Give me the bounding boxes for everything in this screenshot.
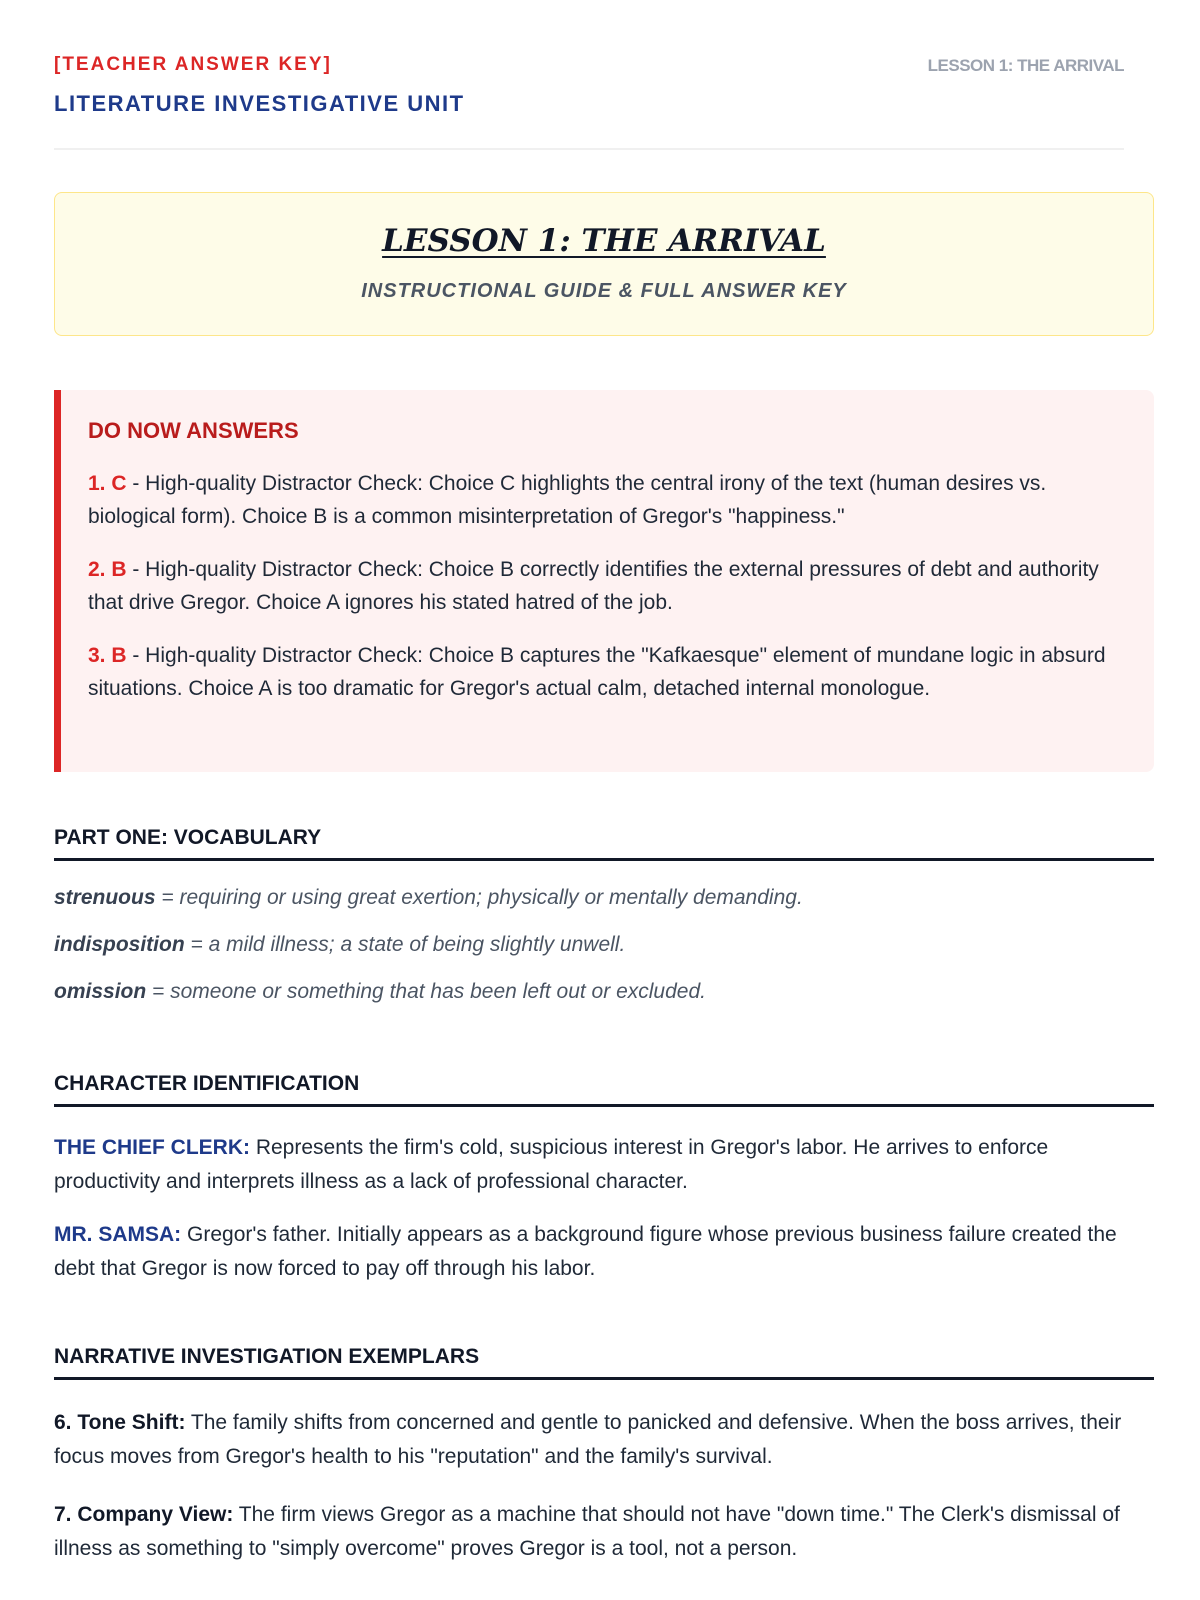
character-entry xyxy=(54,1131,1154,1199)
character-description: Represents the firm's cold, suspicious interest in Gregor's labor. He arrives to enforce productivity and interprets illness as a lack of professional character. xyxy=(54,1136,1049,1193)
narrative-exemplar xyxy=(54,1498,1154,1566)
lesson-title-box xyxy=(54,192,1154,336)
vocabulary-term: omission xyxy=(54,980,147,1003)
do-now-answer: 3. B xyxy=(88,644,127,667)
character-entry xyxy=(54,1218,1154,1286)
do-now-item xyxy=(88,553,1122,619)
vocabulary-list xyxy=(54,883,1154,1007)
character-identification-title: CHARACTER IDENTIFICATION xyxy=(54,1072,1154,1107)
character-name: MR. SAMSA: xyxy=(54,1223,182,1246)
do-now-item xyxy=(88,467,1122,533)
narrative-investigation-section xyxy=(54,1345,1154,1566)
vocabulary-definition: = someone or something that has been left out or excluded. xyxy=(146,980,706,1003)
do-now-explanation: - High-quality Distractor Check: Choice B captures the "Kafkaesque" element of mundane logic in absurd situations. Choice A is too dramatic for Gregor's actual calm, detached internal monologue. xyxy=(88,644,1106,700)
lesson-subtitle: INSTRUCTIONAL GUIDE & FULL ANSWER KEY xyxy=(361,280,847,302)
do-now-answer: 1. C xyxy=(88,472,127,495)
vocabulary-definition: = requiring or using great exertion; physically or mentally demanding. xyxy=(155,886,803,909)
exemplar-text: The firm views Gregor as a machine that should not have "down time." The Clerk's dismissal of illness as something to "simply overcome" proves Gregor is a tool, not a person. xyxy=(54,1503,1120,1560)
lesson-title-text: LESSON 1: THE ARRIVAL xyxy=(382,223,826,259)
vocabulary-item xyxy=(54,930,1154,960)
do-now-item xyxy=(88,639,1122,705)
exemplar-text: The family shifts from concerned and gentle to panicked and defensive. When the boss arrives, their focus moves from Gregor's health to his "reputation" and the family's survival. xyxy=(54,1411,1122,1468)
vocabulary-term: strenuous xyxy=(54,886,156,909)
character-name: THE CHIEF CLERK: xyxy=(54,1136,250,1159)
lesson-title xyxy=(55,223,1153,259)
vocabulary-item xyxy=(54,977,1154,1007)
do-now-title: DO NOW ANSWERS xyxy=(88,418,299,443)
do-now-answer: 2. B xyxy=(88,558,127,581)
vocabulary-title: PART ONE: VOCABULARY xyxy=(54,826,1154,861)
character-identification-section xyxy=(54,1072,1154,1286)
teacher-answer-key-tag: [TEACHER ANSWER KEY] xyxy=(54,54,332,75)
vocabulary-section xyxy=(54,826,1154,1024)
character-description: Gregor's father. Initially appears as a background figure whose previous business failure created the debt that Gregor is now forced to pay off through his labor. xyxy=(54,1223,1117,1280)
vocabulary-definition: = a mild illness; a state of being slightly unwell. xyxy=(184,933,626,956)
exemplar-label: 6. Tone Shift: xyxy=(54,1411,186,1434)
page-header xyxy=(54,0,1124,150)
do-now-explanation: - High-quality Distractor Check: Choice C highlights the central irony of the text (human desires vs. biological form). Choice B is a common misinterpretation of Gregor's "happiness." xyxy=(88,472,1047,528)
vocabulary-item xyxy=(54,883,1154,913)
lesson-reference: LESSON 1: THE ARRIVAL xyxy=(927,56,1124,75)
do-now-explanation: - High-quality Distractor Check: Choice B correctly identifies the external pressures of debt and authority that drive Gregor. Choice A ignores his stated hatred of the job. xyxy=(88,558,1099,614)
narrative-exemplar xyxy=(54,1406,1154,1474)
narrative-investigation-title: NARRATIVE INVESTIGATION EXEMPLARS xyxy=(54,1345,1154,1380)
exemplar-label: 7. Company View: xyxy=(54,1503,234,1526)
unit-title: LITERATURE INVESTIGATIVE UNIT xyxy=(54,91,465,116)
do-now-answers-box xyxy=(54,390,1154,772)
vocabulary-term: indisposition xyxy=(54,933,185,956)
